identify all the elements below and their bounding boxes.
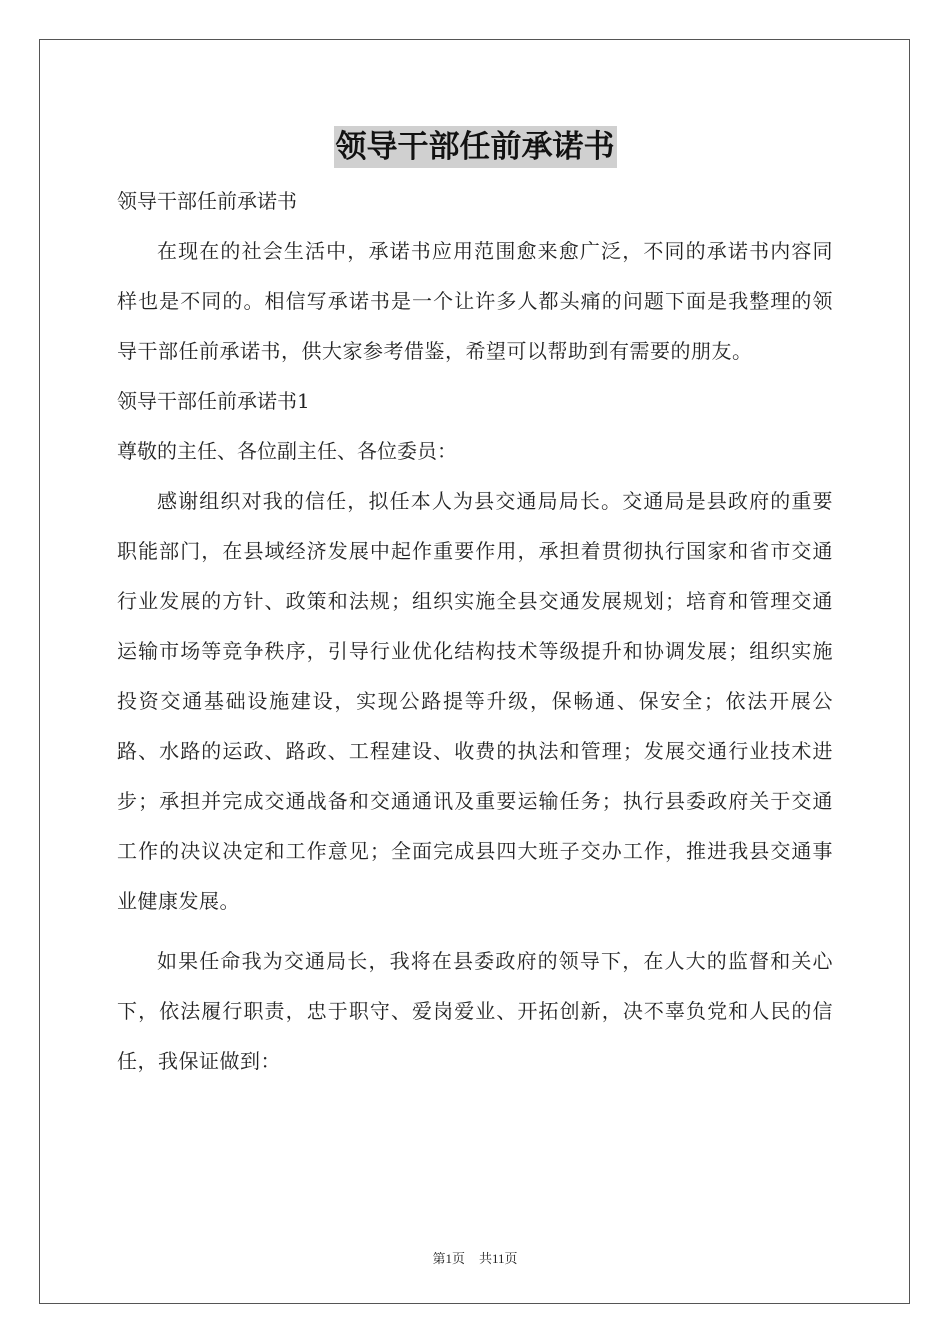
section-heading: 领导干部任前承诺书1: [117, 389, 310, 413]
document-body: [117, 176, 833, 1086]
intro-paragraph: 在现在的社会生活中，承诺书应用范围愈来愈广泛，不同的承诺书内容同样也是不同的。相信写承诺书是一个让许多人都头痛的问题下面是我整理的领导干部任前承诺书，供大家参考借鉴，希望可以帮助到有需要的朋友。: [117, 239, 833, 363]
document-subtitle: 领导干部任前承诺书: [117, 189, 297, 213]
salutation: 尊敬的主任、各位副主任、各位委员：: [117, 439, 457, 463]
title-container: [0, 126, 950, 168]
body-paragraph-2: 如果任命我为交通局长，我将在县委政府的领导下，在人大的监督和关心下，依法履行职责，忠于职守、爱岗爱业、开拓创新，决不辜负党和人民的信任，我保证做到：: [117, 949, 833, 1073]
page-number-total: 共11页: [478, 1251, 518, 1266]
document-title: 领导干部任前承诺书: [334, 126, 617, 168]
body-paragraph-1: 感谢组织对我的信任，拟任本人为县交通局局长。交通局是县政府的重要职能部门，在县域经济发展中起作重要作用，承担着贯彻执行国家和省市交通行业发展的方针、政策和法规；组织实施全县交通发展规划；培育和管理交通运输市场等竞争秩序，引导行业优化结构技术等级提升和协调发展；组织实施投资交通基础设施建设，实现公路提等升级，保畅通、保安全；依法开展公路、水路的运政、路政、工程建设、收费的执法和管理；发展交通行业技术进步；承担并完成交通战备和交通通讯及重要运输任务；执行县委政府关于交通工作的决议决定和工作意见；全面完成县四大班子交办工作，推进我县交通事业健康发展。: [117, 489, 833, 913]
page-footer: [0, 1248, 950, 1267]
page-number-current: 第1页: [432, 1251, 465, 1266]
